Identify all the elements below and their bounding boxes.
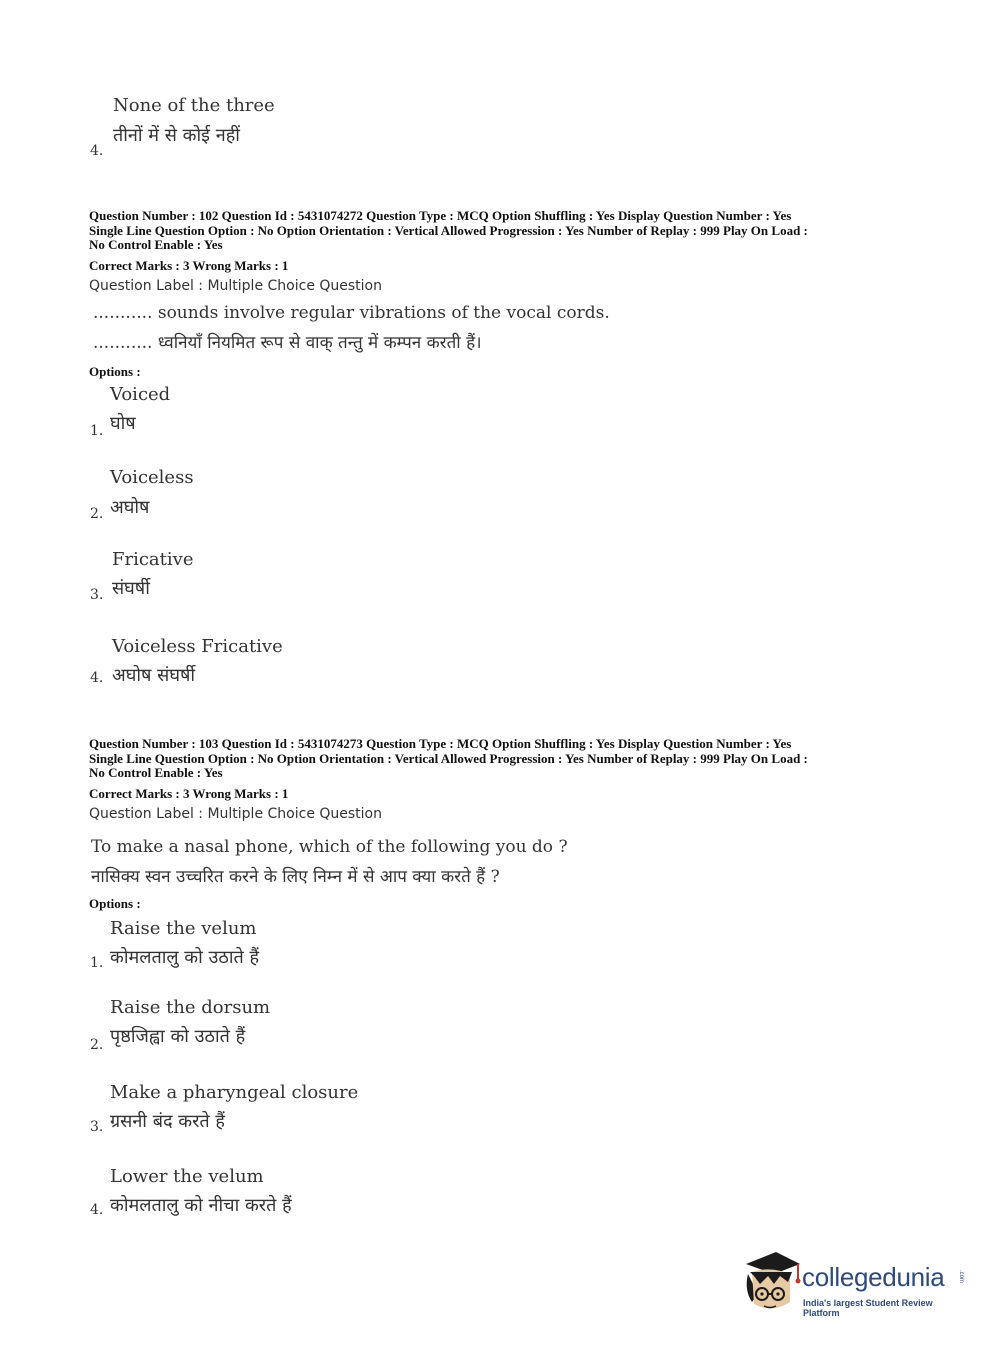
logo-tagline: India's largest Student Review Platform	[803, 1298, 933, 1318]
q103-text-en: To make a nasal phone, which of the following you do ?	[91, 837, 568, 857]
q103-option-2-en: Raise the dorsum	[110, 997, 271, 1018]
q102-option-3-en: Fricative	[112, 549, 194, 570]
prev-option-4-num: 4.	[90, 143, 104, 159]
q103-option-3-hi: ग्रसनी बंद करते हैं	[110, 1111, 225, 1132]
prev-option-4-hi: तीनों में से कोई नहीं	[113, 125, 240, 146]
q103-option-3-en: Make a pharyngeal closure	[110, 1082, 359, 1103]
q102-option-3-hi: संघर्षी	[112, 578, 150, 599]
q102-option-2-en: Voiceless	[110, 467, 194, 488]
q103-option-2-hi: पृष्ठजिह्वा को उठाते हैं	[110, 1026, 246, 1047]
q102-marks: Correct Marks : 3 Wrong Marks : 1	[89, 258, 289, 273]
collegedunia-logo[interactable]	[740, 1250, 970, 1320]
graduate-mascot-icon	[740, 1250, 802, 1316]
q102-option-4-en: Voiceless Fricative	[112, 636, 283, 657]
q102-label: Question Label : Multiple Choice Question	[89, 278, 382, 294]
q102-option-1-en: Voiced	[110, 384, 171, 405]
q102-option-4-hi: अघोष संघर्षी	[112, 665, 196, 686]
q103-option-1-num: 1.	[90, 955, 104, 971]
q102-options-heading: Options :	[89, 364, 141, 379]
q102-option-4-num: 4.	[90, 670, 104, 686]
logo-dotcom: .com	[958, 1270, 964, 1284]
q102-option-2-hi: अघोष	[110, 497, 150, 518]
q102-text-hi: ........... ध्वनियाँ नियमित रूप से वाक् तन्तु में कम्पन करती हैं।	[93, 333, 482, 353]
q103-meta-line2: Single Line Question Option : No Option Orientation : Vertical Allowed Progression : Yes Number of Replay : 999 Play On Load :	[89, 750, 808, 766]
q103-option-4-hi: कोमलतालु को नीचा करते हैं	[110, 1195, 292, 1216]
q103-option-1-en: Raise the velum	[110, 918, 257, 939]
q102-option-3-num: 3.	[90, 587, 104, 603]
q103-meta-line3: No Control Enable : Yes	[89, 765, 223, 780]
q102-meta	[89, 209, 919, 253]
q102-option-1-hi: घोष	[110, 413, 136, 434]
logo-wordmark: collegedunia	[802, 1262, 945, 1292]
q103-option-3-num: 3.	[90, 1119, 104, 1135]
q103-marks: Correct Marks : 3 Wrong Marks : 1	[89, 786, 289, 801]
q102-meta-line1: Question Number : 102 Question Id : 5431074272 Question Type : MCQ Option Shuffling : Yes Display Question Number : Yes	[89, 208, 792, 223]
q103-label: Question Label : Multiple Choice Question	[89, 806, 382, 822]
prev-option-4-en: None of the three	[113, 95, 275, 116]
q103-option-4-num: 4.	[90, 1202, 104, 1218]
q103-option-2-num: 2.	[90, 1037, 104, 1053]
q103-meta	[89, 737, 919, 781]
q103-text-hi: नासिक्य स्वन उच्चरित करने के लिए निम्न में से आप क्या करते हैं ?	[91, 867, 500, 887]
q103-meta-line1: Question Number : 103 Question Id : 5431074273 Question Type : MCQ Option Shuffling : Yes Display Question Number : Yes	[89, 736, 792, 751]
q103-options-heading: Options :	[89, 896, 141, 911]
q102-meta-line3: No Control Enable : Yes	[89, 237, 223, 252]
q102-text-en: ........... sounds involve regular vibrations of the vocal cords.	[93, 303, 610, 323]
q102-option-1-num: 1.	[90, 423, 104, 439]
q103-option-1-hi: कोमलतालु को उठाते हैं	[110, 947, 260, 968]
q103-option-4-en: Lower the velum	[110, 1166, 264, 1187]
q102-option-2-num: 2.	[90, 506, 104, 522]
q102-meta-line2: Single Line Question Option : No Option Orientation : Vertical Allowed Progression : Yes Number of Replay : 999 Play On Load :	[89, 222, 808, 238]
